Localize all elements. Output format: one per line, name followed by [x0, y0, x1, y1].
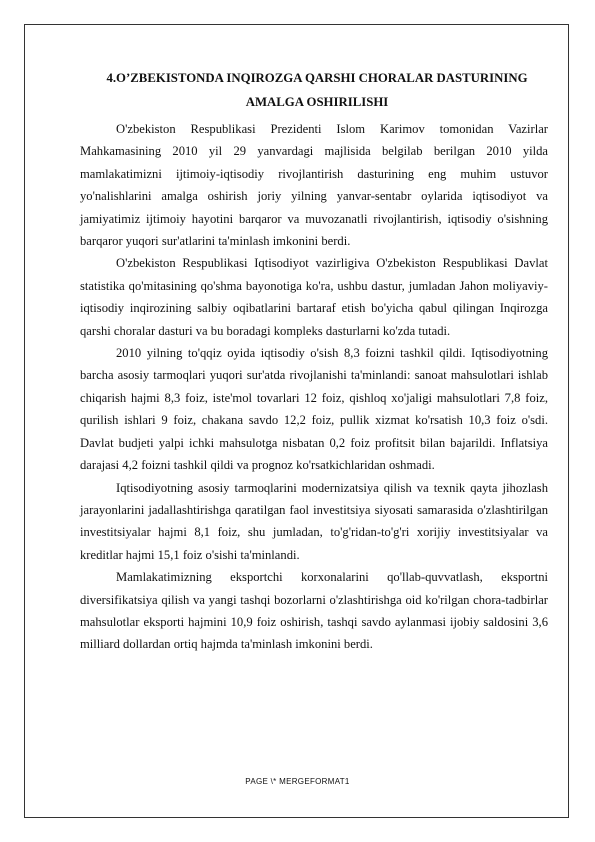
section-heading: 4.O’ZBEKISTONDA INQIROZGA QARSHI CHORALAR DASTURINING AMALGA OSHIRILISHI — [106, 71, 528, 109]
paragraph-2: O'zbekiston Respublikasi Iqtisodiyot vazirligiva O'zbekiston Respublikasi Davlat statistika qo'mitasining qo'shma bayonotiga ko'ra, ushbu dastur, jumladan Jahon moliyaviy-iqtisodiy inqirozining salbiy oqibatlarini bartaraf etish bo'yicha qabul qilingan Inqirozga qarshi choralar dasturi va bu boradagi kompleks dasturlarni ko'zda tutadi. — [80, 256, 548, 338]
page-footer: PAGE \* MERGEFORMAT1 — [245, 777, 350, 786]
paragraph-4: Iqtisodiyotning asosiy tarmoqlarini modernizatsiya qilish va texnik qayta jihozlash jarayonlarini jadallashtirishga qaratilgan faol investitsiya siyosati samarasida o'zlashtirilgan investitsiyalar hajmi 8,1 foiz, shu jumladan, to'g'ridan-to'g'ri xorijiy investitsiyalar va kreditlar hajmi 15,1 foiz o'sishi ta'minlandi. — [80, 480, 548, 562]
document-body — [80, 66, 548, 656]
paragraph-5: Mamlakatimizning eksportchi korxonalarini qo'llab-quvvatlash, eksportni diversifikatsiya qilish va yangi tashqi bozorlarni o'zlashtirishga oid ko'rilgan chora-tadbirlar mahsulotlar eksporti hajmini 10,9 foiz oshirish, tashqi savdo aylanmasi ijobiy saldosini 3,6 milliard dollardan ortiq hajmda ta'minlash imkonini berdi. — [80, 570, 548, 652]
paragraph-1: O'zbekiston Respublikasi Prezidenti Islom Karimov tomonidan Vazirlar Mahkamasining 2010 yil 29 yanvardagi majlisida belgilab berilgan 2010 yilda mamlakatimizni ijtimoiy-iqtisodiy rivojlantirish dasturining eng muhim ustuvor yo'nalishlarini amalga oshirish joriy yilning yanvar-sentabr oylarida iqtisodiyot va jamiyatimiz ijtimoiy hayotini barqaror va muvozanatli rivojlantirish, iqtisodiy o'sishning barqaror yuqori sur'atlarini ta'minlash imkonini berdi. — [80, 122, 548, 249]
paragraph-3: 2010 yilning to'qqiz oyida iqtisodiy o'sish 8,3 foizni tashkil qildi. Iqtisodiyotning barcha asosiy tarmoqlari yuqori sur'atda rivojlanishi ta'minlandi: sanoat mahsulotlari ishlab chiqarish hajmi 8,3 foiz, iste'mol tovarlari 12 foiz, qishloq xo'jaligi mahsulotlari 7,8 foiz, qurilish ishlari 9 foiz, chakana savdo 12,2 foiz, pullik xizmat ko'rsatish 10,3 foiz o'sdi. Davlat budjeti yalpi ichki mahsulotga nisbatan 0,2 foiz profitsit bilan bajarildi. Inflatsiya darajasi 4,2 foizni tashkil qildi va prognoz ko'rsatkichlaridan oshmadi. — [80, 346, 548, 473]
